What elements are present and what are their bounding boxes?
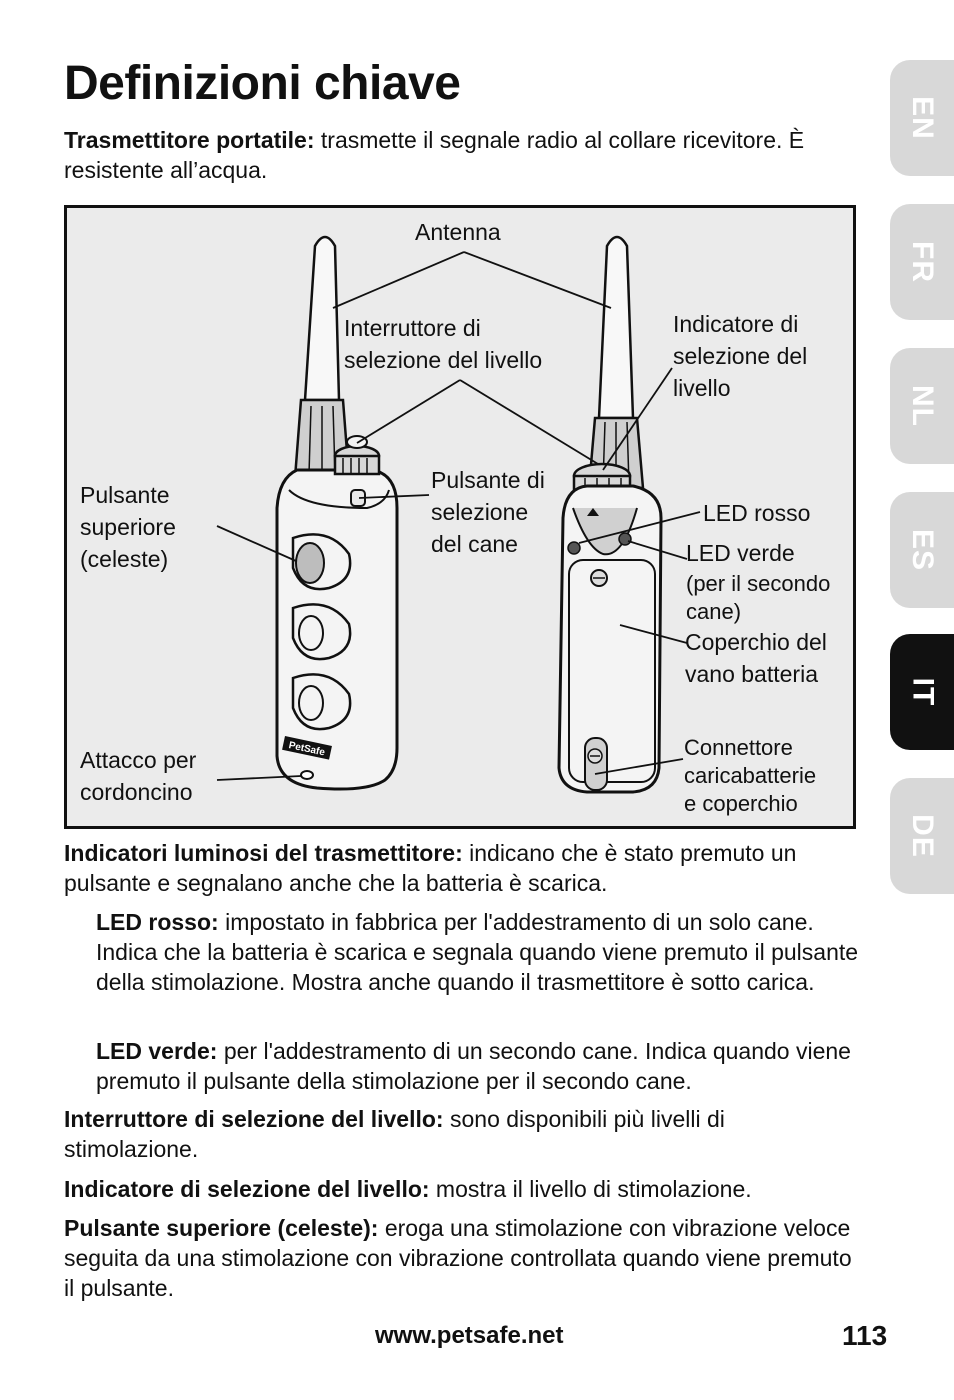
green-led bbox=[619, 533, 631, 545]
paragraph-indicators bbox=[64, 838, 864, 898]
logo-text: PetSafe bbox=[287, 740, 326, 759]
lanyard-hole bbox=[301, 771, 313, 779]
front-antenna bbox=[305, 237, 339, 400]
tab-label: DE bbox=[906, 814, 939, 858]
paragraph-term: Interruttore di selezione del livello: bbox=[64, 1106, 444, 1132]
tab-de[interactable] bbox=[890, 778, 954, 894]
paragraph-text: mostra il livello di stimolazione. bbox=[429, 1176, 752, 1202]
tab-nl[interactable] bbox=[890, 348, 954, 464]
paragraph-term: LED rosso: bbox=[96, 909, 219, 935]
label-level-switch: Interruttore di selezione del livello bbox=[344, 315, 543, 373]
paragraph-red-led bbox=[96, 907, 866, 997]
footer-url[interactable]: www.petsafe.net bbox=[375, 1322, 564, 1349]
label-green-led: LED verde bbox=[686, 540, 795, 566]
label-top-button: Pulsante superiore (celeste) bbox=[80, 482, 176, 572]
intro-term: Trasmettitore portatile: bbox=[64, 127, 315, 153]
paragraph-text: eroga una stimolazione con vibrazione veloce seguita da una stimolazione con vibrazione controllata quando viene premuto il pulsante. bbox=[64, 1215, 852, 1301]
tab-label: EN bbox=[906, 96, 939, 140]
red-led bbox=[568, 542, 580, 554]
back-transmitter-drawing bbox=[559, 237, 661, 792]
paragraph-text: sono disponibili più livelli di stimolazione. bbox=[64, 1106, 725, 1162]
paragraph-top-button bbox=[64, 1213, 864, 1303]
paragraph-text: indicano che è stato premuto un pulsante e segnalano anche che la batteria è scarica. bbox=[64, 840, 797, 896]
tab-it[interactable] bbox=[890, 634, 954, 750]
label-battery-cover: Coperchio del vano batteria bbox=[685, 629, 827, 687]
tab-label: IT bbox=[905, 677, 939, 707]
paragraph-term: Indicatore di selezione del livello: bbox=[64, 1176, 430, 1202]
label-lanyard: Attacco per cordoncino bbox=[80, 747, 197, 805]
tab-label: ES bbox=[906, 528, 939, 572]
tab-label: NL bbox=[906, 385, 939, 427]
paragraph-level-switch bbox=[64, 1104, 864, 1164]
charger-connector bbox=[585, 738, 607, 790]
label-level-indicator: Indicatore di selezione del livello bbox=[673, 311, 808, 401]
label-charger: Connettore caricabatterie e coperchio bbox=[684, 735, 817, 816]
label-green-led-note: (per il secondo cane) bbox=[686, 571, 831, 624]
paragraph-term: Pulsante superiore (celeste): bbox=[64, 1215, 379, 1241]
paragraph-term: Indicatori luminosi del trasmettitore: bbox=[64, 840, 463, 866]
top-button-blue bbox=[296, 543, 324, 583]
paragraph-term: LED verde: bbox=[96, 1038, 218, 1064]
page-title: Definizioni chiave bbox=[64, 57, 461, 110]
intro-text: trasmette il segnale radio al collare ricevitore. È resistente all’acqua. bbox=[64, 127, 805, 183]
paragraph-level-indicator bbox=[64, 1174, 864, 1204]
transmitter-figure bbox=[64, 205, 856, 829]
label-red-led: LED rosso bbox=[703, 500, 811, 526]
tab-en[interactable] bbox=[890, 60, 954, 176]
tab-fr[interactable] bbox=[890, 204, 954, 320]
tab-es[interactable] bbox=[890, 492, 954, 608]
paragraph-text: impostato in fabbrica per l'addestramento di un solo cane. Indica che la batteria è scarica e segnala quando viene premuto il pulsante della stimolazione. Mostra anche quando il trasmettitore è sotto carica. bbox=[96, 909, 859, 995]
label-dog-select: Pulsante di selezione del cane bbox=[431, 467, 545, 557]
page-number: 113 bbox=[842, 1320, 888, 1351]
battery-cover bbox=[569, 560, 655, 782]
paragraph-green-led bbox=[96, 1036, 866, 1096]
label-antenna: Antenna bbox=[415, 219, 501, 245]
paragraph-text: per l'addestramento di un secondo cane. Indica quando viene premuto il pulsante della stimolazione per il secondo cane. bbox=[96, 1038, 851, 1094]
intro-paragraph bbox=[64, 125, 864, 185]
tab-label: FR bbox=[906, 241, 939, 283]
back-antenna bbox=[599, 237, 633, 418]
